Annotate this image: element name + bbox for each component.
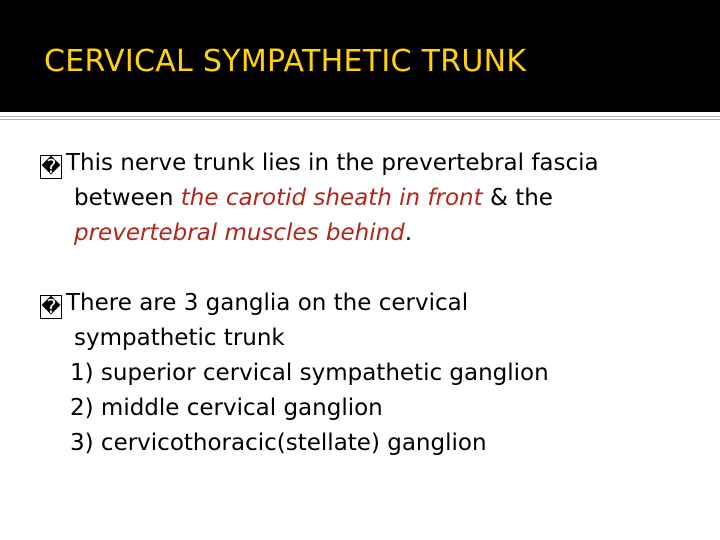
slide-title: CERVICAL SYMPATHETIC TRUNK: [44, 44, 527, 79]
ganglion-list-item: 2) middle cervical ganglion: [70, 395, 383, 421]
title-bar: [0, 0, 720, 112]
paragraph-1-line-1: This nerve trunk lies in the prevertebral fascia: [66, 150, 599, 176]
paragraph-1-line-3: [40, 216, 710, 251]
paragraph-2-line-2: sympathetic trunk: [74, 325, 285, 351]
paragraph-2-line-1: There are 3 ganglia on the cervical: [66, 290, 469, 316]
bullet-icon: �: [41, 296, 61, 318]
title-divider-bottom: [0, 119, 720, 120]
bullet-line: [40, 146, 710, 181]
slide-body: [40, 146, 710, 461]
bullet-paragraph-1: [40, 146, 710, 251]
bullet-icon: �: [41, 156, 61, 178]
text-segment: .: [404, 220, 413, 246]
text-segment: between: [74, 185, 181, 211]
paragraph-1-line-2: [40, 181, 710, 216]
ganglion-list-item: 3) cervicothoracic(stellate) ganglion: [70, 430, 487, 456]
bullet-paragraph-2: [40, 286, 710, 461]
highlight-carotid-sheath: the carotid sheath in front: [180, 185, 483, 211]
title-divider-top: [0, 116, 720, 117]
text-segment: & the: [482, 185, 553, 211]
ganglion-list-item: 1) superior cervical sympathetic ganglion: [70, 360, 549, 386]
bullet-line: [40, 286, 710, 321]
highlight-prevertebral-muscles: prevertebral muscles behind: [74, 220, 405, 246]
